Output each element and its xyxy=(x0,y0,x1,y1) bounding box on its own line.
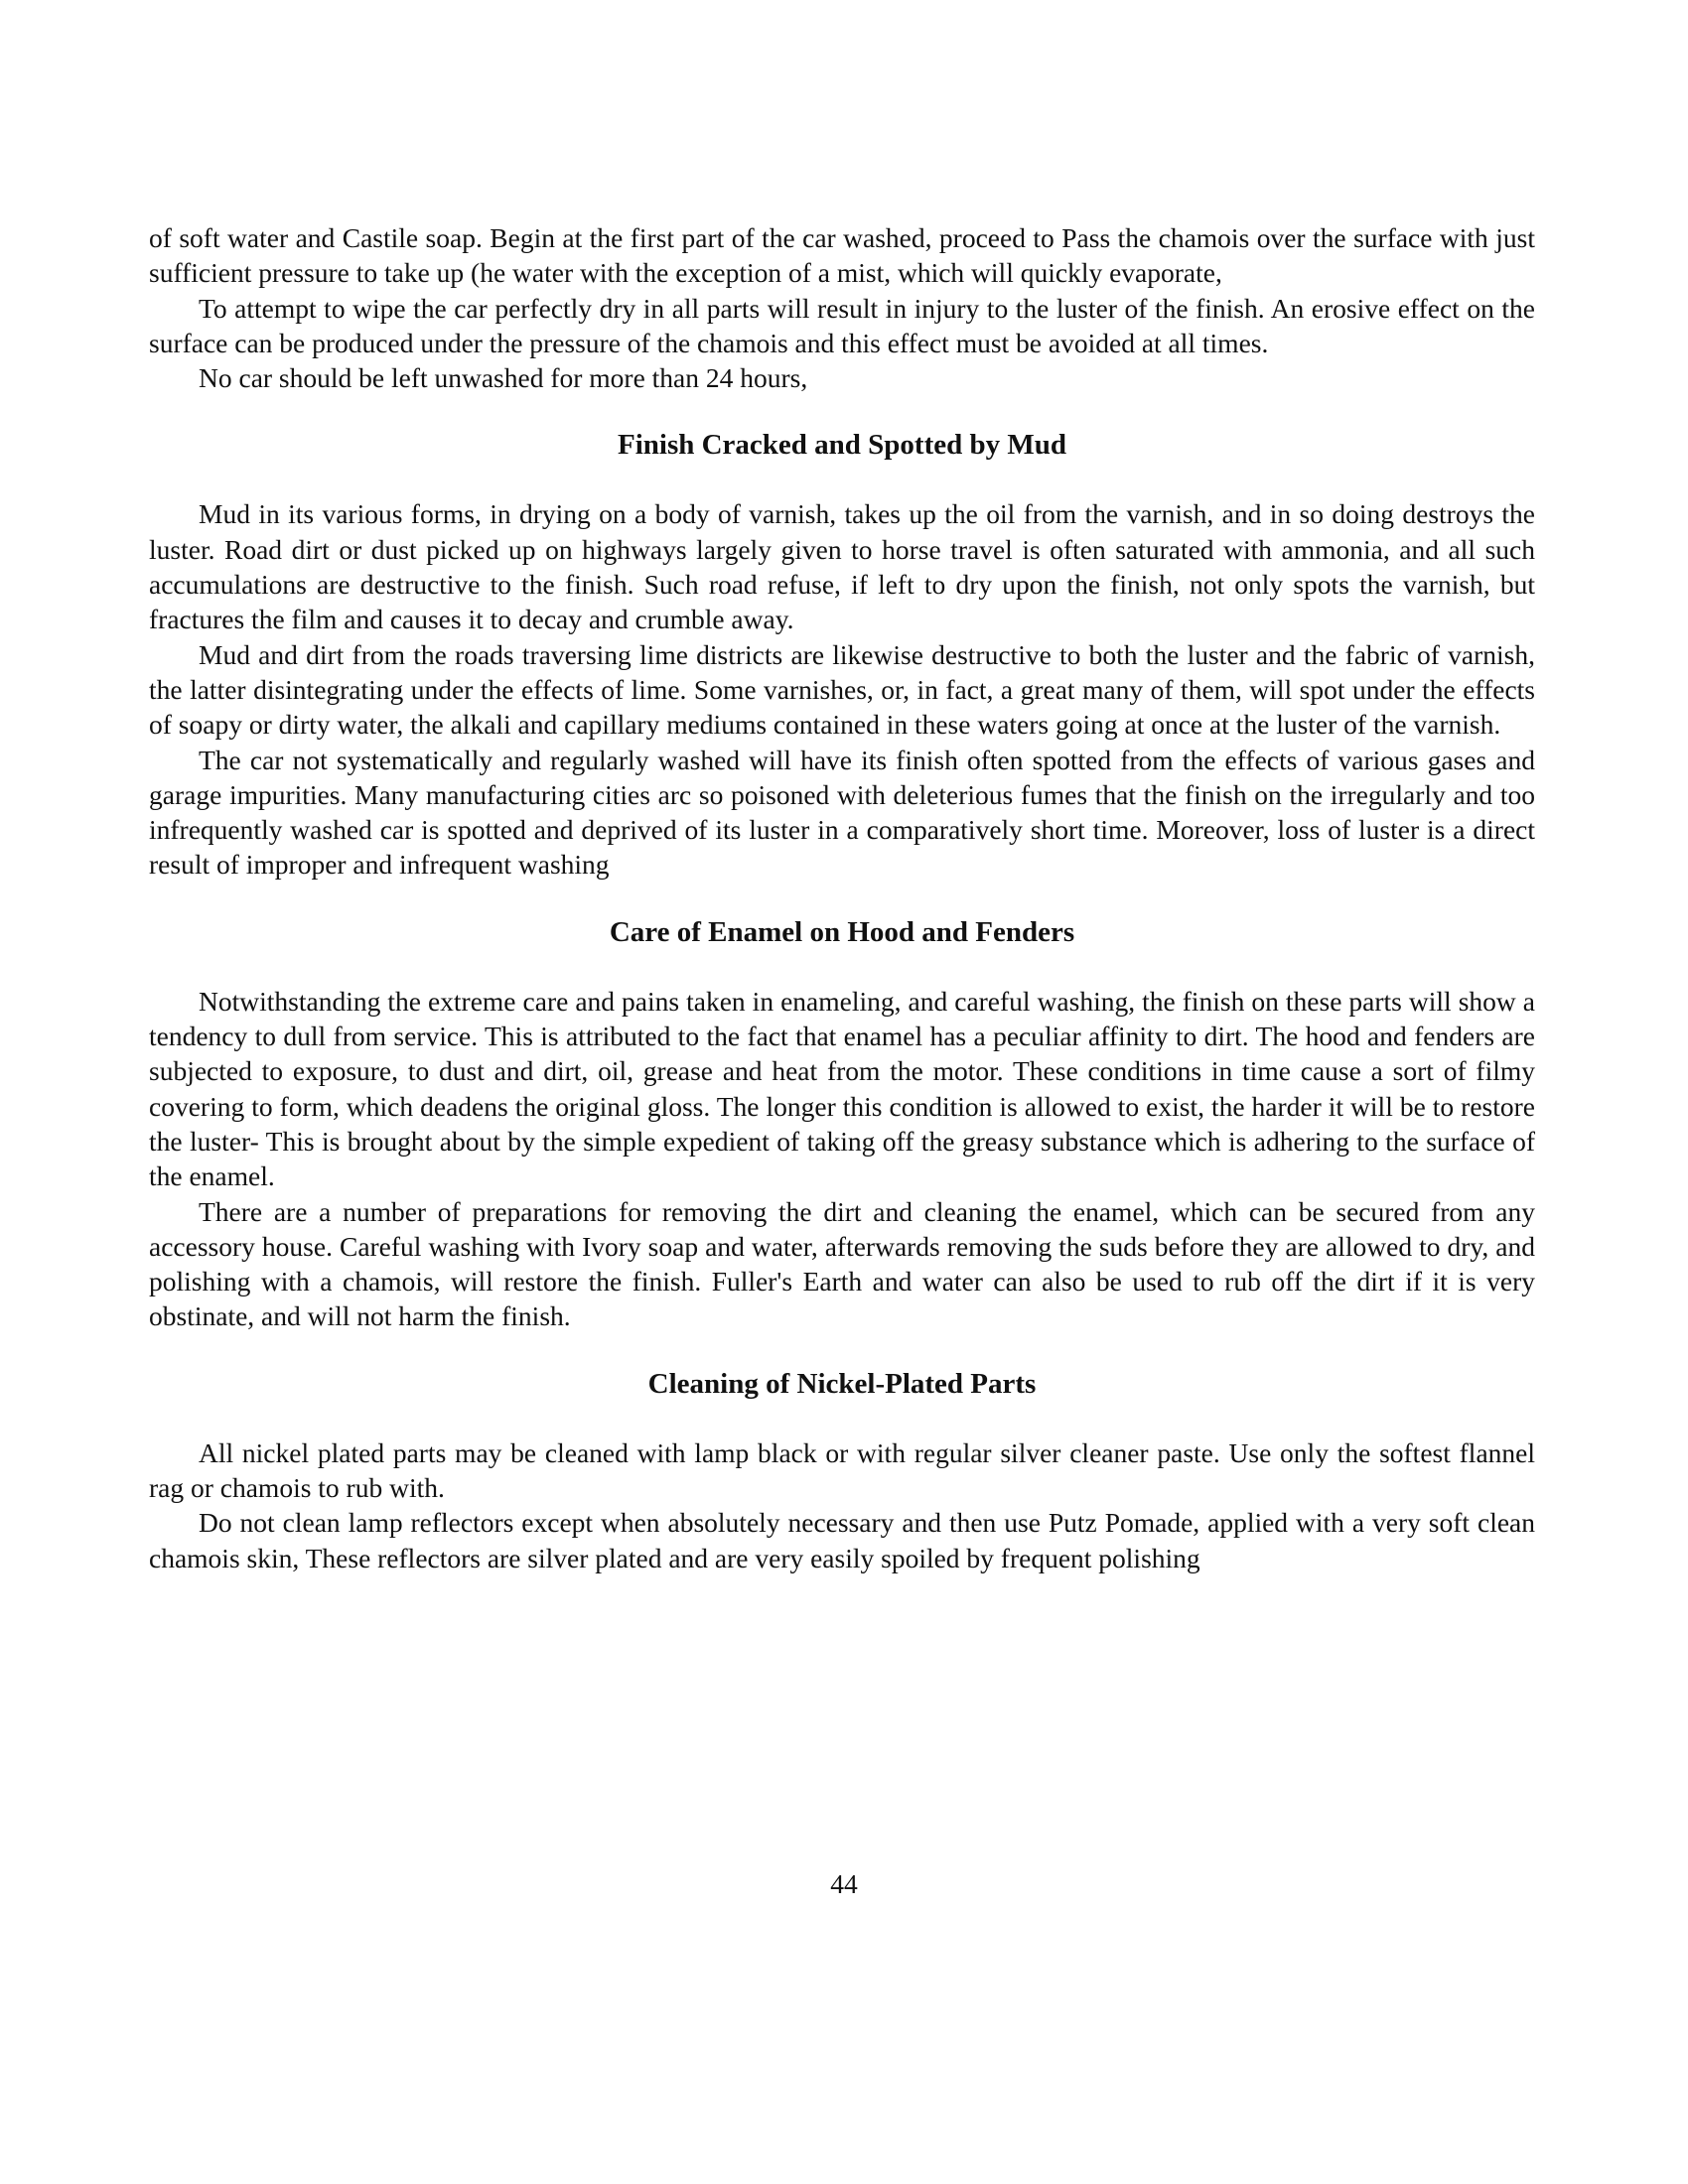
heading-care-of-enamel: Care of Enamel on Hood and Fenders xyxy=(609,915,1075,948)
paragraph-lamp-reflectors: Do not clean lamp reflectors except when absolutely necessary and then use Putz Pomade, applied with a very soft clean chamois skin, These reflectors are silver plated and are very easily spoiled by frequent polishing xyxy=(149,1507,1535,1573)
paragraph-continued: of soft water and Castile soap. Begin at the first part of the car washed, proceed to Pass the chamois over the surface with just sufficient pressure to take up (he water with the exception of a mist, which will quickly evaporate, xyxy=(149,222,1535,289)
paragraph-nickel-cleaning: All nickel plated parts may be cleaned with lamp black or with regular silver cleaner paste. Use only the softest flannel rag or chamois to rub with. xyxy=(149,1436,1535,1504)
paragraph-mud-forms: Mud in its various forms, in drying on a body of varnish, takes up the oil from the varnish, and in so doing destroys the luster. Road dirt or dust picked up on highways largely given to horse travel is often saturated with ammonia, and all such accumulations are destructive to the finish. Such road refuse, if left to dry upon the finish, not only spots the varnish, but fractures the film and causes it to decay and crumble away. xyxy=(149,498,1535,635)
page-content xyxy=(149,220,1535,1575)
paragraph-wiping-dry: To attempt to wipe the car perfectly dry in all parts will result in injury to the luster of the finish. An erosive effect on the surface can be produced under the pressure of the chamois and this effect must be avoided at all times. xyxy=(149,292,1535,358)
paragraph-enamel-dulling: Notwithstanding the extreme care and pains taken in enameling, and careful washing, the finish on these parts will show a tendency to dull from service. This is attributed to the fact that enamel has a peculiar affinity to dirt. The hood and fenders are subjected to exposure, to dust and dirt, oil, grease and heat from the motor. These conditions in time cause a sort of filmy covering to form, which deadens the original gloss. The longer this condition is allowed to exist, the harder it will be to restore the luster- This is brought about by the simple expedient of taking off the greasy substance which is adhering to the surface of the enamel. xyxy=(149,985,1535,1192)
heading-finish-cracked: Finish Cracked and Spotted by Mud xyxy=(617,429,1067,462)
heading-nickel-plated: Cleaning of Nickel-Plated Parts xyxy=(647,1367,1037,1400)
page-number: 44 xyxy=(830,1868,858,1899)
paragraph-lime-districts: Mud and dirt from the roads traversing lime districts are likewise destructive to both the luster and the fabric of varnish, the latter disintegrating under the effects of lime. Some varnishes, or, in fact, a great many of them, will spot under the effects of soapy or dirty water, the alkali and capillary mediums contained in these waters going at once at the luster of the varnish. xyxy=(149,638,1535,741)
paragraph-enamel-preparations: There are a number of preparations for removing the dirt and cleaning the enamel, which can be secured from any accessory house. Careful washing with Ivory soap and water, afterwards removing the suds before they are allowed to dry, and polishing with a chamois, will restore the finish. Fuller's Earth and water can also be used to rub off the dirt if it is very obstinate, and will not harm the finish. xyxy=(149,1195,1535,1332)
paragraph-garage-impurities: The car not systematically and regularly washed will have its finish often spotted from the effects of various gases and garage impurities. Many manufacturing cities arc so poisoned with deleterious fumes that the finish on the irregularly and too infrequently washed car is spotted and deprived of its luster in a comparatively short time. Moreover, loss of luster is a direct result of improper and infrequent washing xyxy=(149,744,1535,881)
paragraph-unwashed: No car should be left unwashed for more than 24 hours, xyxy=(199,362,808,394)
